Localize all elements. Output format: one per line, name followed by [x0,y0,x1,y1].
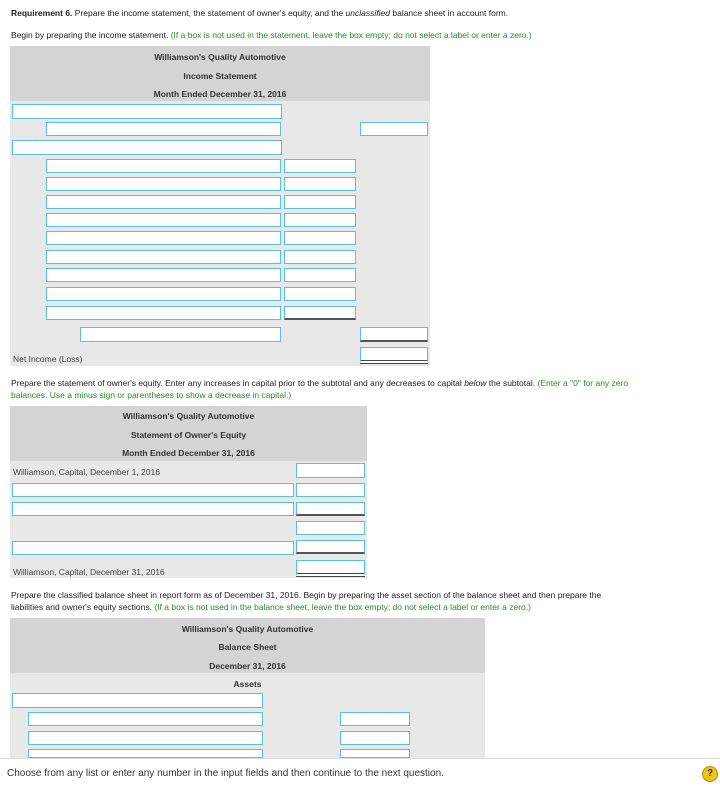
equity-decrease-amount[interactable] [296,540,365,554]
balance-instruction-1: Prepare the classified balance sheet in report form as of December 31, 2016. Begin by preparing the asset section of the balance sheet and then prepare the [11,590,602,600]
expenses-heading-select[interactable] [12,140,282,155]
expense-amount-input-8[interactable] [284,287,356,301]
expense-account-select-4[interactable] [46,213,281,227]
assets-heading: Assets [233,679,262,689]
expense-amount-input-1[interactable] [284,159,356,173]
requirement-label: Requirement 6. [11,8,73,18]
asset-account-select-3[interactable] [28,749,263,758]
revenue-amount-input[interactable] [360,122,428,136]
revenue-account-select[interactable] [46,122,281,136]
total-expenses-amount[interactable] [360,327,428,342]
equity-subtotal-amount[interactable] [296,521,365,535]
asset-amount-input-3[interactable] [340,749,410,758]
expense-account-select-1[interactable] [46,159,281,173]
equity-increase-amount-1[interactable] [296,483,365,497]
equity-increase-amount-2[interactable] [296,502,365,516]
income-hint: (If a box is not used in the statement, leave the box empty; do not select a label or enter a zero.) [170,30,532,40]
asset-account-select-2[interactable] [28,731,263,745]
expense-account-select-8[interactable] [46,287,281,301]
expense-account-select-5[interactable] [46,231,281,245]
equity-title: Statement of Owner's Equity [130,430,247,440]
balance-instruction-text: liabilities and owner's equity sections. [11,602,153,612]
balance-company: Williamson's Quality Automotive [181,624,314,634]
balance-hint: (If a box is not used in the balance sheet, leave the box empty; do not select a label or enter a zero.) [154,602,531,612]
requirement-line [11,8,508,19]
opening-capital-amount[interactable] [296,463,365,478]
net-income-label: Net Income (Loss) [13,354,83,364]
closing-capital-amount[interactable] [296,560,365,577]
asset-amount-input-2[interactable] [340,731,410,745]
expense-account-select-7[interactable] [46,268,281,282]
expense-amount-input-3[interactable] [284,195,356,209]
help-icon[interactable]: ? [702,766,718,782]
expense-account-select-9[interactable] [46,306,281,320]
expense-amount-input-7[interactable] [284,268,356,282]
expense-account-select-3[interactable] [46,195,281,209]
income-instruction [11,30,532,41]
expense-amount-input-4[interactable] [284,213,356,227]
revenue-heading-select[interactable] [12,104,282,119]
expense-amount-input-2[interactable] [284,177,356,191]
balance-instruction-2 [11,602,531,613]
asset-account-select-1[interactable] [28,712,263,726]
equity-instruction [11,378,628,389]
closing-capital-label: Williamson, Capital, December 31, 2016 [13,567,165,577]
footer-bar [0,758,720,792]
total-expenses-select[interactable] [80,327,281,342]
equity-hint-2: balances. Use a minus sign or parentheses to show a decrease in capital.) [11,390,292,400]
equity-instruction-end: the subtotal. [488,378,536,388]
equity-instruction-text: Prepare the statement of owner's equity. Enter any increases in capital prior to the subtotal and any decreases to capital [11,378,462,388]
balance-date: December 31, 2016 [209,661,286,671]
opening-capital-label: Williamson, Capital, December 1, 2016 [13,467,160,477]
requirement-text: Prepare the income statement, the statement of owner's equity, and the [74,8,346,18]
income-period: Month Ended December 31, 2016 [153,89,287,99]
income-company: Williamson's Quality Automotive [154,52,286,62]
equity-increase-select-2[interactable] [12,502,294,516]
equity-increase-select-1[interactable] [12,483,294,497]
equity-hint-1: (Enter a "0" for any zero [537,378,629,388]
equity-decrease-select[interactable] [12,541,294,555]
asset-category-select[interactable] [12,693,263,708]
requirement-italic: unclassified [345,8,390,18]
equity-company: Williamson's Quality Automotive [122,411,255,421]
expense-amount-input-9[interactable] [284,306,356,320]
expense-account-select-6[interactable] [46,250,281,264]
income-title: Income Statement [183,71,257,81]
equity-instruction-italic: below [464,378,487,388]
expense-account-select-2[interactable] [46,177,281,191]
requirement-text-end: balance sheet in account form. [390,8,509,18]
expense-amount-input-6[interactable] [284,250,356,264]
footer-text: Choose from any list or enter any number in the input fields and then continue to the next question. [7,768,444,779]
asset-amount-input-1[interactable] [340,712,410,726]
balance-title: Balance Sheet [218,642,277,652]
income-instruction-text: Begin by preparing the income statement. [11,30,169,40]
expense-amount-input-5[interactable] [284,231,356,245]
net-income-amount[interactable] [360,347,428,364]
equity-period: Month Ended December 31, 2016 [122,448,255,458]
